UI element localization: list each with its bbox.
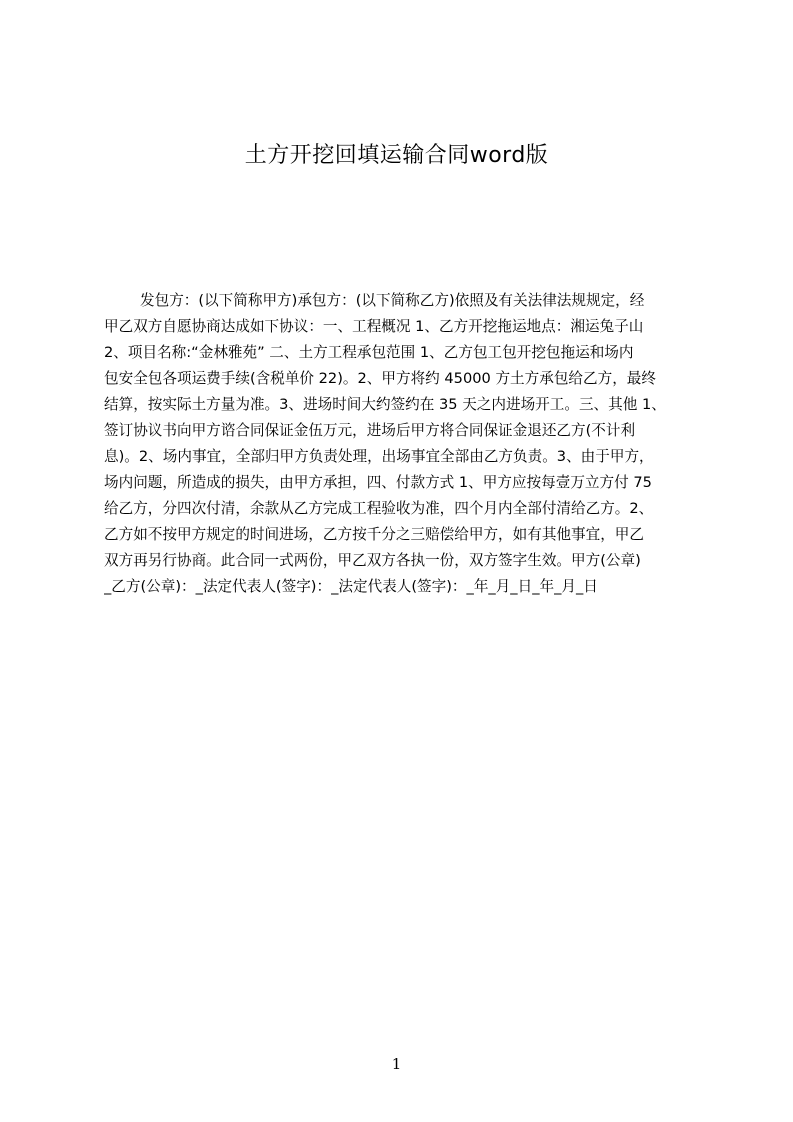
- body-line-4: 包安全包各项运费手续(含税单价 22)。2、甲方将约 45000 方土方承包给乙方，最终: [104, 370, 656, 387]
- body-line-6: 签订协议书向甲方谘合同保证金伍万元，进场后甲方将合同保证金退还乙方(不计利: [104, 422, 636, 439]
- body-line-9: 给乙方，分四次付清，余款从乙方完成工程验收为准，四个月内全部付清给乙方。2、: [104, 500, 654, 517]
- body-line-12: _乙方(公章)：_法定代表人(签字)：_法定代表人(签字)：_年_月_日_年_月_日: [104, 578, 598, 595]
- body-line-11: 双方再另行协商。此合同一式两份，甲乙双方各执一份，双方签字生效。甲方(公章): [104, 552, 641, 569]
- body-line-3: 2、项目名称:“金林雅苑” 二、土方工程承包范围 1、乙方包工包开挖包拖运和场内: [104, 344, 634, 361]
- body-line-1: 发包方：(以下简称甲方)承包方：(以下简称乙方)依照及有关法律法规规定，经: [140, 292, 645, 309]
- body-line-7: 息)。2、场内事宜，全部归甲方负责处理，出场事宜全部由乙方负责。3、由于甲方，: [104, 448, 654, 465]
- body-line-5: 结算，按实际土方量为准。3、进场时间大约签约在 35 天之内进场开工。三、其他 1、: [104, 396, 666, 413]
- document-title: 土方开挖回填运输合同word版: [244, 143, 549, 168]
- body-line-2: 甲乙双方自愿协商达成如下协议：一、工程概况 1、乙方开挖拖运地点：湘运兔子山: [104, 318, 644, 335]
- body-line-8: 场内问题，所造成的损失，由甲方承担，四、付款方式 1、甲方应按每壹万立方付 75: [104, 474, 652, 491]
- body-line-10: 乙方如不按甲方规定的时间进场，乙方按千分之三赔偿给甲方，如有其他事宜，甲乙: [104, 526, 644, 543]
- contract-body: [104, 288, 704, 600]
- page-number: 1: [391, 1055, 402, 1073]
